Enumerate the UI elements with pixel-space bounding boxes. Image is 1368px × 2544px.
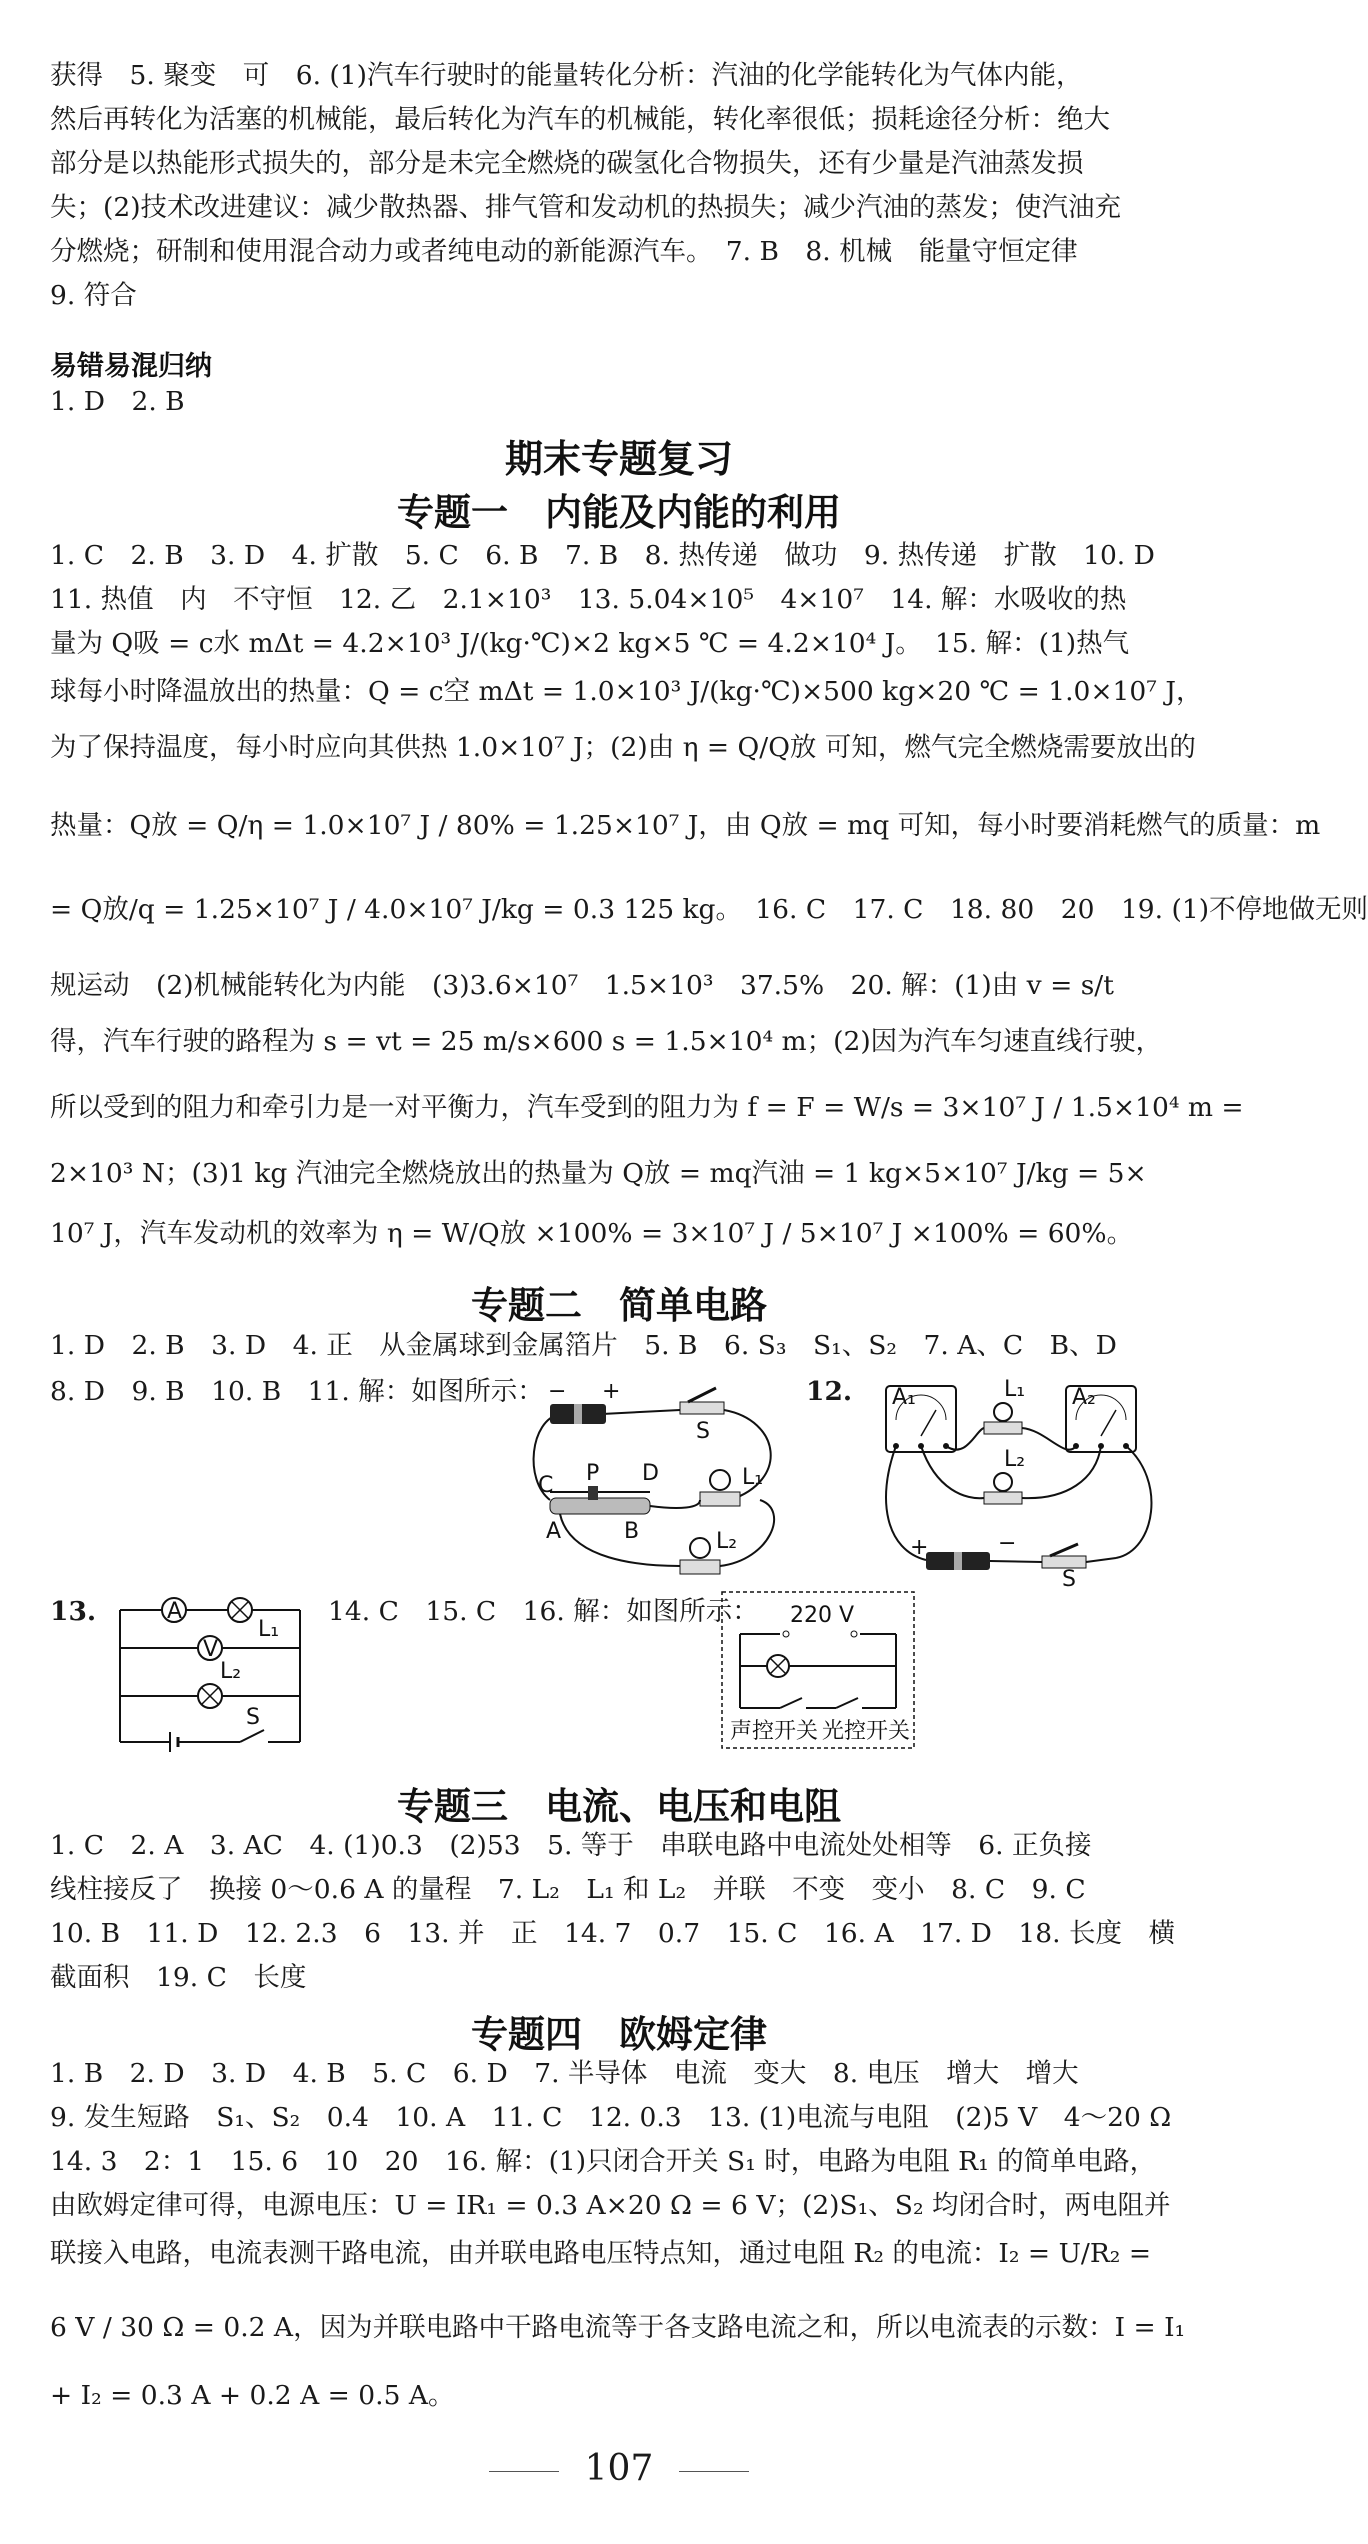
page-number-text: 107 [584, 2448, 654, 2489]
text-line: 14. 3 2：1 15. 6 10 20 16. 解：(1)只闭合开关 S₁ 时，电路为电阻 R₁ 的简单电路， [50, 2146, 1157, 2177]
main-title: 期末专题复习 [504, 437, 733, 481]
lamp-l2-label: L₂ [220, 1659, 242, 1684]
text-line: 部分是以热能形式损失的，部分是未完全燃烧的碳氢化合物损失，还有少量是汽油蒸发损 [50, 148, 1084, 179]
lamp-l2-label: L₂ [716, 1529, 738, 1554]
text-line: 11. 热值 内 不守恒 12. 乙 2.1×10³ 13. 5.04×10⁵ 4×10⁷ 14. 解：水吸收的热 [50, 584, 1127, 615]
text-line: 线柱接反了 换接 0～0.6 A 的量程 7. L₂ L₁ 和 L₂ 并联 不变 变小 8. C 9. C [50, 1874, 1086, 1905]
text-line: 热量：Q放 = Q/η = 1.0×10⁷ J / 80% = 1.25×10⁷ J，由 Q放 = mq 可知，每小时要消耗燃气的质量：m [50, 810, 1321, 841]
circuit-figure-12 [866, 1377, 1166, 1592]
text-line: 然后再转化为活塞的机械能，最后转化为汽车的机械能，转化率很低；损耗途径分析：绝大 [50, 104, 1110, 135]
circuit-figure-16 [720, 1590, 916, 1750]
rheostat-b-label: B [624, 1519, 640, 1544]
rheostat-p-label: P [586, 1461, 600, 1486]
text-line: 球每小时降温放出的热量：Q = c空 mΔt = 1.0×10³ J/(kg·℃)×500 kg×20 ℃ = 1.0×10⁷ J， [50, 676, 1203, 707]
battery-minus-label: − [998, 1531, 1017, 1556]
switch-label: S [696, 1419, 710, 1444]
topic2-title: 专题二 简单电路 [471, 1284, 767, 1327]
switch-label: S [1062, 1567, 1076, 1592]
text-line: 1. C 2. A 3. AC 4. (1)0.3 (2)53 5. 等于 串联电路中电流处处相等 6. 正负接 [50, 1830, 1092, 1861]
text-line: 8. D 9. B 10. B 11. 解：如图所示： [50, 1376, 544, 1407]
voltage-label: 220 V [790, 1603, 855, 1628]
ammeter-a2-label: A₂ [1072, 1385, 1096, 1410]
circuit-figure-11 [520, 1380, 800, 1580]
page-number [0, 2448, 1238, 2489]
text-line: 1. B 2. D 3. D 4. B 5. C 6. D 7. 半导体 电流 变大 8. 电压 增大 增大 [50, 2058, 1079, 2089]
rheostat-a-label: A [546, 1519, 562, 1544]
text-line: 量为 Q吸 = c水 mΔt = 4.2×10³ J/(kg·℃)×2 kg×5 ℃ = 4.2×10⁴ J。 15. 解：(1)热气 [50, 628, 1130, 659]
circuit-figure-13 [110, 1592, 310, 1757]
text-line: 得，汽车行驶的路程为 s = vt = 25 m/s×600 s = 1.5×10⁴ m；(2)因为汽车匀速直线行驶， [50, 1026, 1163, 1057]
text-line: 获得 5. 聚变 可 6. (1)汽车行驶时的能量转化分析：汽油的化学能转化为气体内能， [50, 60, 1083, 91]
lamp-l1-label: L₁ [258, 1617, 280, 1642]
battery-plus-label: + [910, 1535, 929, 1560]
text-line: 规运动 (2)机械能转化为内能 (3)3.6×10⁷ 1.5×10³ 37.5% 20. 解：(1)由 v = s/t [50, 970, 1114, 1001]
text-line: 9. 符合 [50, 280, 137, 311]
lamp-l2-label: L₂ [1004, 1447, 1026, 1472]
text-line: 分燃烧；研制和使用混合动力或者纯电动的新能源汽车。 7. B 8. 机械 能量守恒定律 [50, 236, 1078, 267]
rheostat-c-label: C [538, 1473, 554, 1498]
ammeter-label: A [167, 1599, 183, 1624]
text-line: 1. D 2. B [50, 386, 185, 417]
text-line: 1. C 2. B 3. D 4. 扩散 5. C 6. B 7. B 8. 热传递 做功 9. 热传递 扩散 10. D [50, 540, 1155, 571]
text-line: 9. 发生短路 S₁、S₂ 0.4 10. A 11. C 12. 0.3 13. (1)电流与电阻 (2)5 V 4～20 Ω [50, 2102, 1172, 2133]
rheostat-d-label: D [642, 1461, 659, 1486]
lamp-l1-label: L₁ [742, 1465, 764, 1490]
text-line: 14. C 15. C 16. 解：如图所示： [328, 1596, 759, 1627]
text-line: 截面积 19. C 长度 [50, 1962, 307, 1993]
switch-label: S [246, 1705, 260, 1730]
battery-minus-label: − [548, 1379, 567, 1404]
confusion-heading: 易错易混归纳 [50, 351, 212, 382]
topic3-title: 专题三 电流、电压和电阻 [397, 1785, 841, 1828]
text-line: = Q放/q = 1.25×10⁷ J / 4.0×10⁷ J/kg = 0.3 125 kg。 16. C 17. C 18. 80 20 19. (1)不停地做无则 [50, 894, 1368, 925]
topic4-title: 专题四 欧姆定律 [471, 2013, 767, 2056]
battery-plus-label: + [602, 1379, 621, 1404]
text-line: 失；(2)技术改进建议：减少散热器、排气管和发动机的热损失；减少汽油的蒸发；使汽油充 [50, 192, 1122, 223]
text-line: 联接入电路，电流表测干路电流，由并联电路电压特点知，通过电阻 R₂ 的电流：I₂ = U/R₂ = [50, 2238, 1152, 2269]
lamp-l1-label: L₁ [1004, 1377, 1026, 1402]
topic1-title: 专题一 内能及内能的利用 [397, 491, 841, 534]
text-line: 10. B 11. D 12. 2.3 6 13. 并 正 14. 7 0.7 15. C 16. A 17. D 18. 长度 横 [50, 1918, 1175, 1949]
q13-label: 13. [50, 1596, 97, 1627]
text-line: + I₂ = 0.3 A + 0.2 A = 0.5 A。 [50, 2380, 455, 2411]
text-line: 2×10³ N；(3)1 kg 汽油完全燃烧放出的热量为 Q放 = mq汽油 = 1 kg×5×10⁷ J/kg = 5× [50, 1158, 1147, 1189]
sound-switch-label: 声控开关 [730, 1719, 819, 1744]
text-line: 10⁷ J，汽车发动机的效率为 η = W/Q放 ×100% = 3×10⁷ J / 5×10⁷ J ×100% = 60%。 [50, 1218, 1134, 1249]
text-line: 为了保持温度，每小时应向其供热 1.0×10⁷ J；(2)由 η = Q/Q放 可知，燃气完全燃烧需要放出的 [50, 732, 1196, 763]
light-switch-label: 光控开关 [822, 1719, 911, 1744]
text-line: 1. D 2. B 3. D 4. 正 从金属球到金属箔片 5. B 6. S₃ S₁、S₂ 7. A、C B、D [50, 1330, 1117, 1361]
ammeter-a1-label: A₁ [892, 1385, 916, 1410]
text-line: 6 V / 30 Ω = 0.2 A，因为并联电路中干路电流等于各支路电流之和，所以电流表的示数：I = I₁ [50, 2312, 1186, 2343]
text-line: 由欧姆定律可得，电源电压：U = IR₁ = 0.3 A×20 Ω = 6 V；(2)S₁、S₂ 均闭合时，两电阻并 [50, 2190, 1171, 2221]
q12-label: 12. [806, 1376, 853, 1407]
text-line: 所以受到的阻力和牵引力是一对平衡力，汽车受到的阻力为 f = F = W/s = 3×10⁷ J / 1.5×10⁴ m = [50, 1092, 1244, 1123]
voltmeter-label: V [203, 1637, 219, 1662]
